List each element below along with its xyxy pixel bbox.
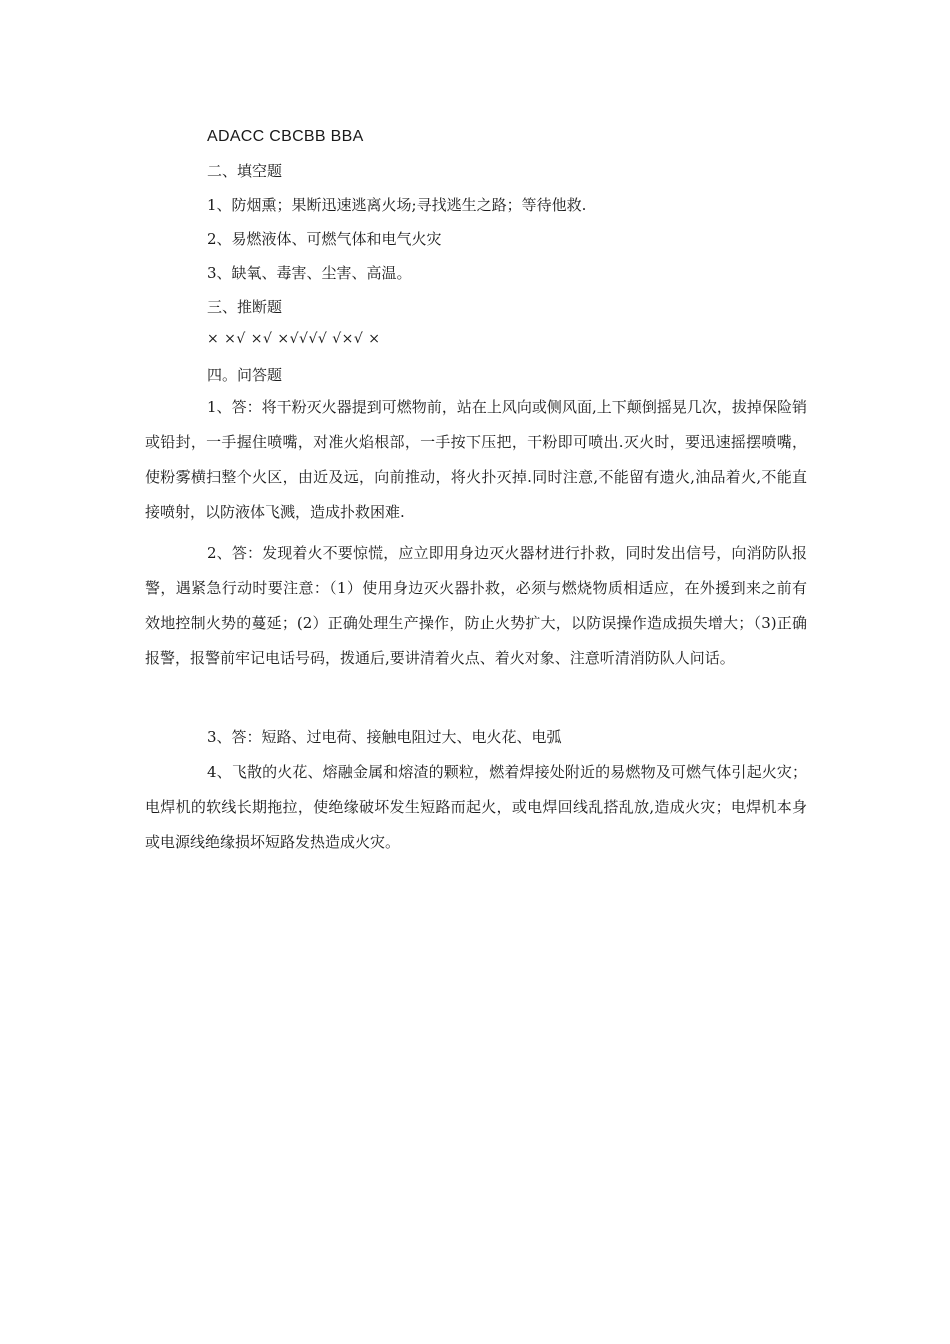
section-heading-fill-blank: 二、填空题 (207, 162, 283, 180)
choice-answers: ADACC CBCBB BBA (207, 128, 364, 145)
fill-blank-item-1: 1、防烟熏；果断迅速逃离火场;寻找逃生之路；等待他救. (207, 196, 587, 214)
judgement-answers: × ×√ ×√ ×√√√√ √×√ × (207, 331, 381, 347)
qa-item-1: 1、答：将干粉灭火器提到可燃物前，站在上风向或侧风面,上下颠倒摇晃几次，拔掉保险销或铅封，一手握住喷嘴，对准火焰根部，一手按下压把，干粉即可喷出.灭火时，要迅速摇摆喷嘴，使粉雾横扫整个火区，由近及远，向前推动，将火扑灭掉.同时注意,不能留有遗火,油品着火,不能直接喷射，以防液体飞溅，造成扑救困难. (145, 398, 807, 521)
qa-item-4: 4、飞散的火花、熔融金属和熔渣的颗粒，燃着焊接处附近的易燃物及可燃气体引起火灾；电焊机的软线长期拖拉，使绝缘破坏发生短路而起火，或电焊回线乱搭乱放,造成火灾；电焊机本身或电源线绝缘损坏短路发热造成火灾。 (145, 763, 807, 851)
qa-item-3: 3、答：短路、过电荷、接触电阻过大、电火花、电弧 (207, 728, 562, 746)
section-heading-judgement: 三、推断题 (207, 298, 283, 316)
fill-blank-item-2: 2、易燃液体、可燃气体和电气火灾 (207, 230, 442, 248)
qa-item-2: 2、答：发现着火不要惊慌，应立即用身边灭火器材进行扑救，同时发出信号，向消防队报警，遇紧急行动时要注意：（1）使用身边灭火器扑救，必须与燃烧物质相适应，在外援到来之前有效地控制火势的蔓延；(2）正确处理生产操作，防止火势扩大，以防误操作造成损失增大；（3)正确报警，报警前牢记电话号码，拨通后,要讲清着火点、着火对象、注意听清消防队人问话。 (145, 544, 807, 667)
section-heading-qa: 四。问答题 (207, 366, 283, 384)
fill-blank-item-3: 3、缺氧、毒害、尘害、高温。 (207, 264, 412, 282)
